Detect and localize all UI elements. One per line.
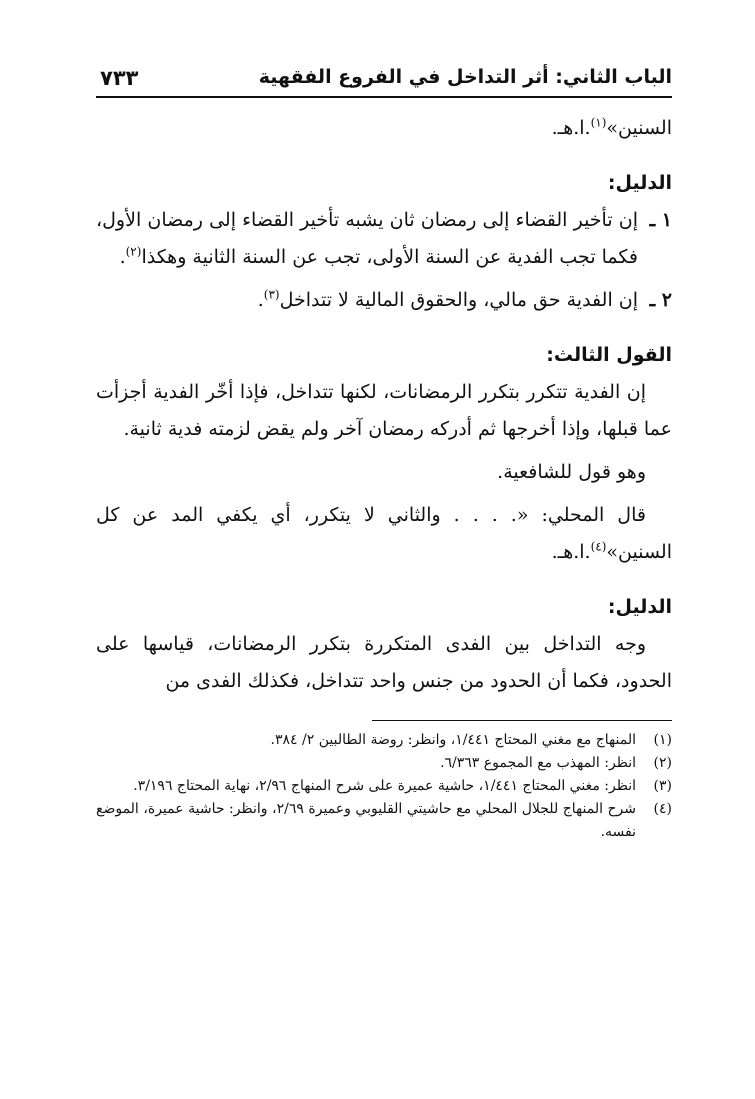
footnote-text: انظر: المهذب مع المجموع ٦/٣٦٣.	[440, 755, 636, 771]
evidence-item-2	[96, 282, 672, 319]
mahalli-quote-paragraph: قال المحلي: «. . . . والثاني لا يتكرر، أي يكفي المد عن كل السنين»$^{(٤)}$.ا.هـ.	[96, 504, 672, 563]
item-text: إن تأخير القضاء إلى رمضان ثان يشبه تأخير القضاء إلى رمضان الأول، فكما تجب الفدية عن السنة الأولى، تجب عن السنة الثانية وهكذا$^{(٢)}$.	[96, 209, 638, 268]
footnote-4	[96, 798, 672, 844]
main-text	[96, 110, 672, 700]
chapter-title: الباب الثاني: أثر التداخل في الفروع الفقهية	[258, 66, 672, 88]
footnote-text: انظر: مغني المحتاج ١/٤٤١، حاشية عميرة على شرح المنهاج ٢/٩٦، نهاية المحتاج ٣/١٩٦.	[133, 778, 636, 794]
footnote-number: (٢)	[653, 755, 672, 771]
footnote-number: (٣)	[653, 778, 672, 794]
item-text: إن الفدية حق مالي، والحقوق المالية لا تتداخل$^{(٣)}$.	[257, 287, 638, 311]
continuation-paragraph: السنين»$^{(١)}$.ا.هـ.	[551, 115, 672, 139]
footnote-number: (١)	[653, 732, 672, 748]
footnote-3	[96, 775, 672, 798]
footnote-text: شرح المنهاج للجلال المحلي مع حاشيتي القليوبي وعميرة ٢/٦٩، وانظر: حاشية عميرة، الموضع نفسه.	[96, 801, 636, 840]
section-heading-evidence-2: الدليل:	[607, 596, 672, 618]
footnote-ref-2: (٢)	[125, 244, 142, 259]
footnote-number: (٤)	[653, 801, 672, 817]
section-heading-third-opinion: القول الثالث:	[546, 344, 672, 366]
item-number: ١ ـ	[649, 209, 672, 231]
book-page	[96, 62, 672, 844]
third-opinion-paragraph: إن الفدية تتكرر بتكرر الرمضانات، لكنها تتداخل، فإذا أخّر الفدية أجزأت عما قبلها، وإذا أخرجها ثم أدركه رمضان آخر ولم يقض لزمته فدية ثانية.	[96, 381, 672, 440]
evidence-item-1	[96, 202, 672, 276]
running-header	[96, 62, 672, 98]
footnote-2	[96, 752, 672, 775]
section-heading-evidence-1: الدليل:	[607, 172, 672, 194]
footnote-ref-3: (٣)	[263, 287, 280, 302]
footnote-ref-1: (١)	[590, 115, 607, 130]
item-number: ٢ ـ	[649, 289, 672, 311]
page-number: ٧٣٣	[100, 66, 139, 90]
evidence-paragraph: وجه التداخل بين الفدى المتكررة بتكرر الرمضانات، قياسها على الحدود، فكما أن الحدود من جنس واحد تتداخل، فكذلك الفدى من	[96, 633, 672, 692]
footnote-1	[96, 729, 672, 752]
shafii-paragraph: وهو قول للشافعية.	[497, 461, 646, 483]
footnote-separator	[372, 720, 672, 721]
footnote-ref-4: (٤)	[590, 539, 607, 554]
footnote-text: المنهاج مع مغني المحتاج ١/٤٤١، وانظر: روضة الطالبين ٢/ ٣٨٤.	[270, 732, 636, 748]
footnotes	[96, 729, 672, 844]
